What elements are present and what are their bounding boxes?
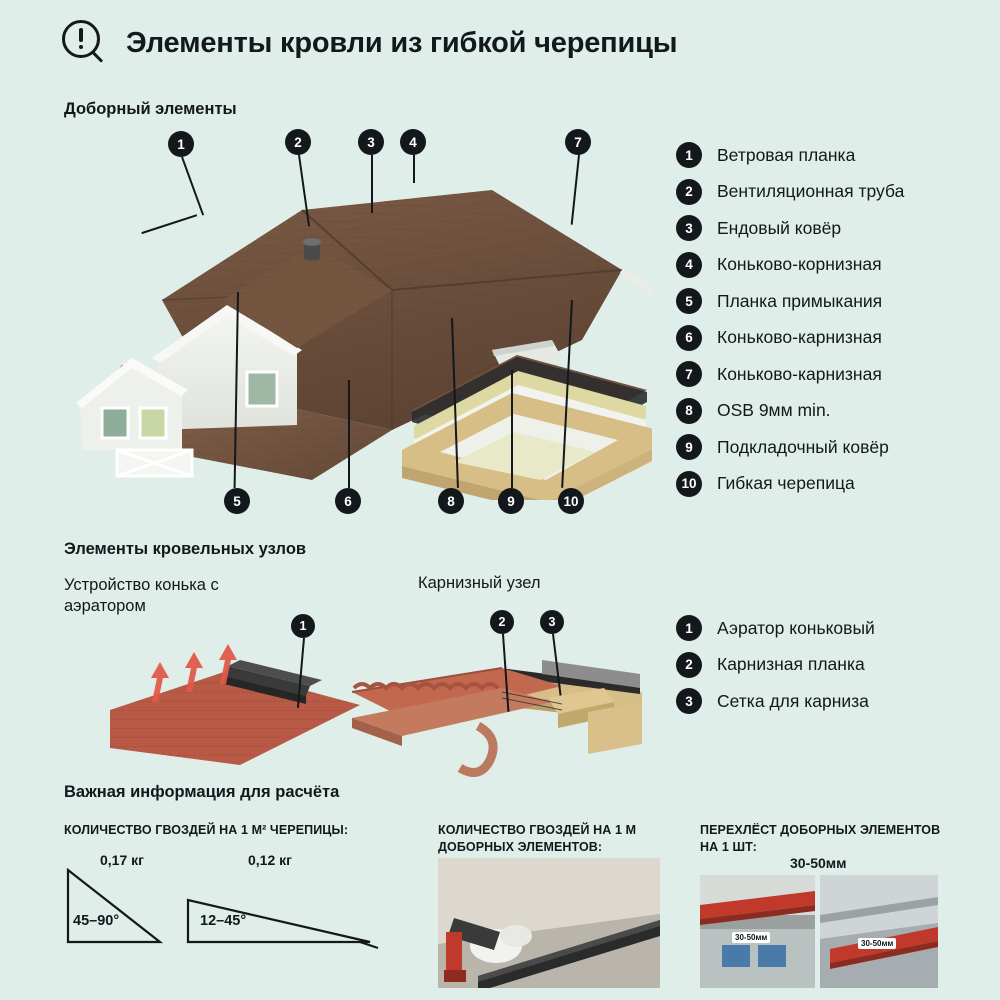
legend-badge: 3 <box>676 688 702 714</box>
calc3-value: 30-50мм <box>790 855 847 871</box>
legend-badge: 9 <box>676 434 702 460</box>
calc3-pill-left: 30-50мм <box>732 932 770 943</box>
legend-label: Ветровая планка <box>717 144 856 165</box>
legend-label: Коньково-карнизная <box>717 363 882 384</box>
knot-callout-2: 2 <box>490 610 514 634</box>
legend-badge: 3 <box>676 215 702 241</box>
legend-badge: 5 <box>676 288 702 314</box>
legend-label: Гибкая черепица <box>717 473 855 494</box>
callout-7: 7 <box>565 129 591 155</box>
exclamation-magnifier-icon <box>62 20 108 66</box>
calc1-value-b: 0,12 кг <box>248 852 292 868</box>
legend-label: Планка примыкания <box>717 290 883 311</box>
legend-row <box>676 466 904 503</box>
angle-triangles <box>60 856 420 956</box>
section-title-calc: Важная информация для расчёта <box>64 783 340 801</box>
callout-9: 9 <box>498 488 524 514</box>
legend-badge: 4 <box>676 252 702 278</box>
calc1-caption: КОЛИЧЕСТВО ГВОЗДЕЙ НА 1 М² ЧЕРЕПИЦЫ: <box>64 823 349 837</box>
knot-callout-3: 3 <box>540 610 564 634</box>
section-title-knots: Элементы кровельных узлов <box>64 540 307 558</box>
knot-callout-1: 1 <box>291 614 315 638</box>
calc1-value-a: 0,17 кг <box>100 852 144 868</box>
legend-row <box>676 283 904 320</box>
callout-4: 4 <box>400 129 426 155</box>
section-title-extras: Доборный элементы <box>64 100 237 118</box>
callout-10: 10 <box>558 488 584 514</box>
legend-row <box>676 393 904 430</box>
legend-badge: 10 <box>676 471 702 497</box>
legend-row <box>676 137 904 174</box>
legend-row <box>676 683 875 720</box>
legend-label: Карнизная планка <box>717 654 865 675</box>
calc3-photo-right <box>820 875 938 988</box>
callout-5: 5 <box>224 488 250 514</box>
legend-row <box>676 210 904 247</box>
legend-row <box>676 174 904 211</box>
legend-row <box>676 610 875 647</box>
callout-8: 8 <box>438 488 464 514</box>
callout-1: 1 <box>168 131 194 157</box>
legend-label: Коньково-корнизная <box>717 254 882 275</box>
legend-row <box>676 320 904 357</box>
legend-label: Ендовый ковёр <box>717 217 842 238</box>
ridge-aerator-illustration <box>110 630 360 765</box>
callout-2: 2 <box>285 129 311 155</box>
eaves-node-illustration <box>352 640 642 790</box>
legend-badge: 2 <box>676 652 702 678</box>
legend-label: Аэратор коньковый <box>717 617 875 638</box>
legend-badge: 1 <box>676 615 702 641</box>
legend-row <box>676 429 904 466</box>
legend-row <box>676 356 904 393</box>
legend-badge: 6 <box>676 325 702 351</box>
legend-knots <box>676 610 875 720</box>
knot-left-label: Устройство конька с аэратором <box>64 576 219 615</box>
leader-4 <box>413 155 415 183</box>
legend-badge: 2 <box>676 179 702 205</box>
legend-row <box>676 247 904 284</box>
callout-6: 6 <box>335 488 361 514</box>
legend-label: OSB 9мм min. <box>717 400 831 421</box>
page-title: Элементы кровли из гибкой черепицы <box>126 26 678 59</box>
leader-3 <box>371 155 373 213</box>
legend-badge: 8 <box>676 398 702 424</box>
knot-right-label: Карнизный узел <box>418 574 541 592</box>
legend-badge: 1 <box>676 142 702 168</box>
legend-badge: 7 <box>676 361 702 387</box>
calc1-angle-a: 45–90° <box>73 913 120 929</box>
leader-6 <box>348 380 350 488</box>
leader-9 <box>511 370 513 488</box>
callout-3: 3 <box>358 129 384 155</box>
legend-row <box>676 647 875 684</box>
legend-label: Коньково-карнизная <box>717 327 882 348</box>
legend-label: Вентиляционная труба <box>717 181 905 202</box>
legend-label: Сетка для карниза <box>717 690 869 711</box>
legend-main <box>676 137 904 502</box>
legend-label: Подкладочный ковёр <box>717 436 889 457</box>
calc3-caption: ПЕРЕХЛЁСТ ДОБОРНЫХ ЭЛЕМЕНТОВ НА 1 ШТ: <box>700 823 941 854</box>
calc2-photo <box>438 858 660 988</box>
calc1-angle-b: 12–45° <box>200 913 247 929</box>
calc2-caption: КОЛИЧЕСТВО ГВОЗДЕЙ НА 1 М ДОБОРНЫХ ЭЛЕМЕНТОВ: <box>438 823 637 854</box>
calc3-pill-right: 30-50мм <box>858 938 896 949</box>
page-header <box>0 0 1000 66</box>
